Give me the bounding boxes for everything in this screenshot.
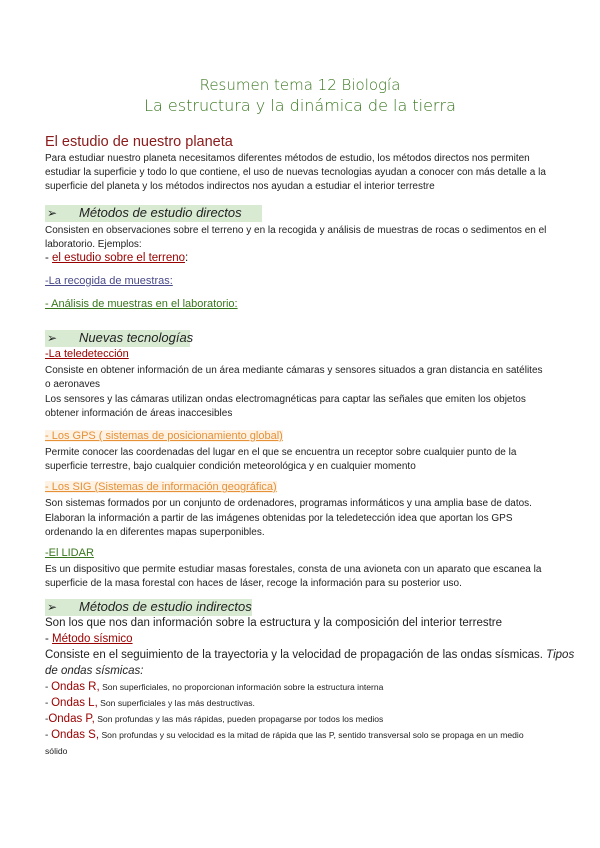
directos-item-1 — [45, 252, 188, 264]
item-colon: : — [185, 252, 189, 264]
section-directos-title: Métodos de estudio directos — [79, 205, 242, 220]
teledeteccion-link[interactable]: -La teledetección — [45, 348, 129, 360]
gps-link[interactable]: - Los GPS ( sistemas de posicionamiento global) — [45, 430, 283, 442]
item-dash: - — [45, 682, 52, 693]
onda-l-text: Son superficiales y las más destructivas. — [97, 698, 255, 708]
title-line-2: La estructura y la dinámica de la tierra — [144, 96, 456, 115]
metodo-sismico-link[interactable]: Método sísmico — [52, 633, 133, 645]
item-dash: - — [45, 714, 49, 725]
directos-line-2: laboratorio. Ejemplos: — [45, 239, 142, 250]
lidar-line-1: Es un dispositivo que permite estudiar masas forestales, consta de una avioneta con un aparato que escanea la — [45, 564, 542, 575]
sig-link[interactable]: - Los SIG (Sistemas de información geográfica) — [45, 481, 277, 493]
arrow-bullet-icon: ➢ — [47, 600, 58, 614]
onda-r-label: Ondas R, — [51, 681, 100, 693]
item-dash: - — [45, 252, 53, 264]
metodo-desc-line-2: de ondas sísmicas: — [45, 665, 144, 677]
onda-s-line — [45, 729, 524, 741]
intro-heading: El estudio de nuestro planeta — [45, 134, 233, 150]
directos-item-2-link[interactable]: -La recogida de muestras: — [45, 275, 173, 287]
gps-line-1: Permite conocer las coordenadas del lugar en el que se encuentra un receptor sobre cualquier punto de la — [45, 447, 517, 458]
directos-item-3-link[interactable]: - Análisis de muestras en el laboratorio: — [45, 298, 238, 310]
intro-line-2: estudiar la superficie y todo lo que contiene, el uso de nuevas tecnologias ayudan a conocer con más detalle a la — [45, 167, 546, 178]
onda-r-line — [45, 681, 383, 693]
onda-p-text: Son profundas y las más rápidas, pueden propagarse por todos los medios — [94, 714, 384, 724]
onda-l-label: Ondas L, — [51, 697, 98, 709]
metodo-desc-italic: Tipos — [546, 649, 575, 661]
intro-line-1: Para estudiar nuestro planeta necesitamos diferentes métodos de estudio, los métodos directos nos permiten — [45, 153, 530, 164]
arrow-bullet-icon: ➢ — [47, 331, 58, 345]
sig-line-2: Elaboran la información a partir de las imágenes obtenidas por la teledetección idea que aportan los GPS — [45, 513, 513, 524]
arrow-bullet-icon: ➢ — [47, 206, 58, 220]
onda-l-line — [45, 697, 255, 709]
onda-s-text: Son profundas y su velocidad es la mitad de rápida que las P, sentido transversal solo se propaga en un medio — [99, 730, 524, 740]
teledeteccion-line-3: Los sensores y las cámaras utilizan ondas electromagnéticas para captar las señales que emiten los objetos — [45, 394, 526, 405]
item-dash: - — [45, 730, 52, 741]
lidar-link[interactable]: -El LIDAR — [45, 547, 94, 559]
onda-p-label: Ondas P, — [48, 713, 95, 725]
onda-r-text: Son superficiales, no proporcionan información sobre la estructura interna — [99, 682, 384, 692]
section-indirectos-title: Métodos de estudio indirectos — [79, 599, 252, 614]
sig-line-3: ordenando la en diferentes mapas superponibles. — [45, 527, 265, 538]
onda-s-line-cont: sólido — [45, 746, 68, 756]
metodo-desc-text: Consiste en el seguimiento de la trayectoria y la velocidad de propagación de las ondas sísmicas. — [45, 649, 547, 661]
teledeteccion-line-1: Consiste en obtener información de un área mediante cámaras y sensores situados a gran distancia en satélites — [45, 365, 543, 376]
item-dash: - — [45, 633, 53, 645]
section-nuevas-heading — [45, 330, 194, 347]
item-dash: - — [45, 698, 52, 709]
section-indirectos-heading — [45, 599, 252, 616]
section-nuevas-title: Nuevas tecnologías — [79, 330, 194, 345]
onda-s-label: Ondas S, — [51, 729, 100, 741]
sig-line-1: Son sistemas formados por un conjunto de ordenadores, programas informáticos y una amplia base de datos. — [45, 498, 532, 509]
directos-line-1: Consisten en observaciones sobre el terreno y en la recogida y análisis de muestras de rocas o sedimentos en el — [45, 225, 547, 236]
indirectos-intro: Son los que nos dan información sobre la estructura y la composición del interior terrestre — [45, 617, 503, 629]
teledeteccion-line-4: obtener información de áreas inaccesibles — [45, 408, 233, 419]
lidar-line-2: superficie de la masa forestal con haces de láser, recoge la información para su posterior uso. — [45, 578, 462, 589]
section-directos-heading — [45, 205, 262, 222]
gps-line-2: superficie terrestre, bajo cualquier condición meteorológica y en cualquier momento — [45, 461, 416, 472]
teledeteccion-line-2: o aeronaves — [45, 379, 101, 390]
intro-line-3: superficie del planeta y los métodos indirectos nos ayudan a estudiar el interior terrestre — [45, 181, 435, 192]
metodo-sismico-line — [45, 633, 133, 645]
title-line-1: Resumen tema 12 Biología — [199, 76, 401, 94]
item-estudio-terreno-link[interactable]: el estudio sobre el terreno — [52, 252, 185, 264]
onda-p-line — [45, 713, 383, 725]
metodo-desc-line-1 — [45, 649, 574, 661]
